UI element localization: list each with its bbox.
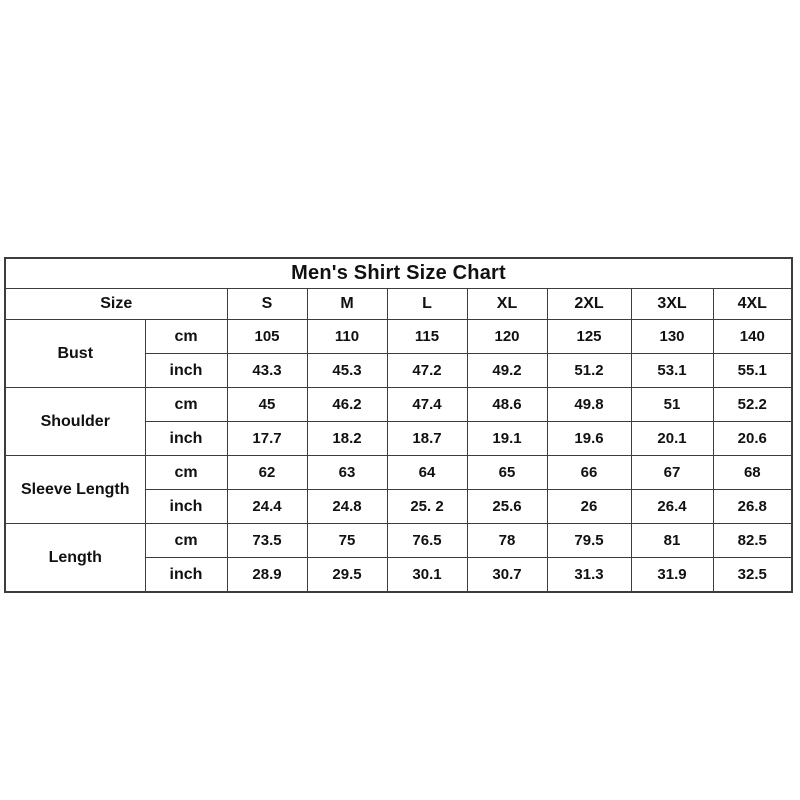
col-header-m: M <box>307 289 387 320</box>
value-cell: 64 <box>387 456 467 490</box>
value-cell: 66 <box>547 456 631 490</box>
value-cell: 48.6 <box>467 388 547 422</box>
value-cell: 24.4 <box>227 490 307 524</box>
value-cell: 73.5 <box>227 524 307 558</box>
value-cell: 65 <box>467 456 547 490</box>
value-cell: 24.8 <box>307 490 387 524</box>
value-cell: 63 <box>307 456 387 490</box>
value-cell: 31.3 <box>547 558 631 593</box>
value-cell: 26 <box>547 490 631 524</box>
value-cell: 18.2 <box>307 422 387 456</box>
value-cell: 26.4 <box>631 490 713 524</box>
value-cell: 31.9 <box>631 558 713 593</box>
unit-cell-inch: inch <box>145 558 227 593</box>
table-row-sleeve-cm <box>5 456 792 490</box>
col-header-xl: XL <box>467 289 547 320</box>
col-header-2xl: 2XL <box>547 289 631 320</box>
value-cell: 20.6 <box>713 422 792 456</box>
value-cell: 47.2 <box>387 354 467 388</box>
row-label-shoulder: Shoulder <box>5 388 145 456</box>
value-cell: 43.3 <box>227 354 307 388</box>
value-cell: 76.5 <box>387 524 467 558</box>
value-cell: 18.7 <box>387 422 467 456</box>
col-header-s: S <box>227 289 307 320</box>
unit-cell-cm: cm <box>145 524 227 558</box>
value-cell: 30.7 <box>467 558 547 593</box>
unit-cell-inch: inch <box>145 490 227 524</box>
value-cell: 32.5 <box>713 558 792 593</box>
value-cell: 17.7 <box>227 422 307 456</box>
value-cell: 49.2 <box>467 354 547 388</box>
value-cell: 20.1 <box>631 422 713 456</box>
value-cell: 30.1 <box>387 558 467 593</box>
value-cell: 120 <box>467 320 547 354</box>
title-row <box>5 258 792 289</box>
value-cell: 81 <box>631 524 713 558</box>
value-cell: 140 <box>713 320 792 354</box>
value-cell: 115 <box>387 320 467 354</box>
value-cell: 105 <box>227 320 307 354</box>
unit-cell-cm: cm <box>145 456 227 490</box>
row-label-bust: Bust <box>5 320 145 388</box>
table-row-length-cm <box>5 524 792 558</box>
value-cell: 51.2 <box>547 354 631 388</box>
value-cell: 52.2 <box>713 388 792 422</box>
table-row-bust-cm <box>5 320 792 354</box>
value-cell: 75 <box>307 524 387 558</box>
col-header-4xl: 4XL <box>713 289 792 320</box>
value-cell: 110 <box>307 320 387 354</box>
value-cell: 26.8 <box>713 490 792 524</box>
value-cell: 55.1 <box>713 354 792 388</box>
value-cell: 47.4 <box>387 388 467 422</box>
unit-cell-inch: inch <box>145 422 227 456</box>
value-cell: 29.5 <box>307 558 387 593</box>
value-cell: 130 <box>631 320 713 354</box>
value-cell: 68 <box>713 456 792 490</box>
row-label-sleeve-length: Sleeve Length <box>5 456 145 524</box>
value-cell: 125 <box>547 320 631 354</box>
value-cell: 62 <box>227 456 307 490</box>
col-header-3xl: 3XL <box>631 289 713 320</box>
value-cell: 78 <box>467 524 547 558</box>
value-cell: 25. 2 <box>387 490 467 524</box>
size-chart-table <box>4 257 793 593</box>
value-cell: 45 <box>227 388 307 422</box>
size-header-cell: Size <box>5 289 227 320</box>
value-cell: 53.1 <box>631 354 713 388</box>
value-cell: 67 <box>631 456 713 490</box>
value-cell: 49.8 <box>547 388 631 422</box>
row-label-length: Length <box>5 524 145 593</box>
value-cell: 79.5 <box>547 524 631 558</box>
value-cell: 46.2 <box>307 388 387 422</box>
unit-cell-cm: cm <box>145 388 227 422</box>
value-cell: 19.1 <box>467 422 547 456</box>
value-cell: 25.6 <box>467 490 547 524</box>
unit-cell-inch: inch <box>145 354 227 388</box>
col-header-l: L <box>387 289 467 320</box>
value-cell: 51 <box>631 388 713 422</box>
value-cell: 45.3 <box>307 354 387 388</box>
unit-cell-cm: cm <box>145 320 227 354</box>
value-cell: 19.6 <box>547 422 631 456</box>
header-row <box>5 289 792 320</box>
chart-title: Men's Shirt Size Chart <box>5 258 792 289</box>
value-cell: 82.5 <box>713 524 792 558</box>
table-row-shoulder-cm <box>5 388 792 422</box>
value-cell: 28.9 <box>227 558 307 593</box>
